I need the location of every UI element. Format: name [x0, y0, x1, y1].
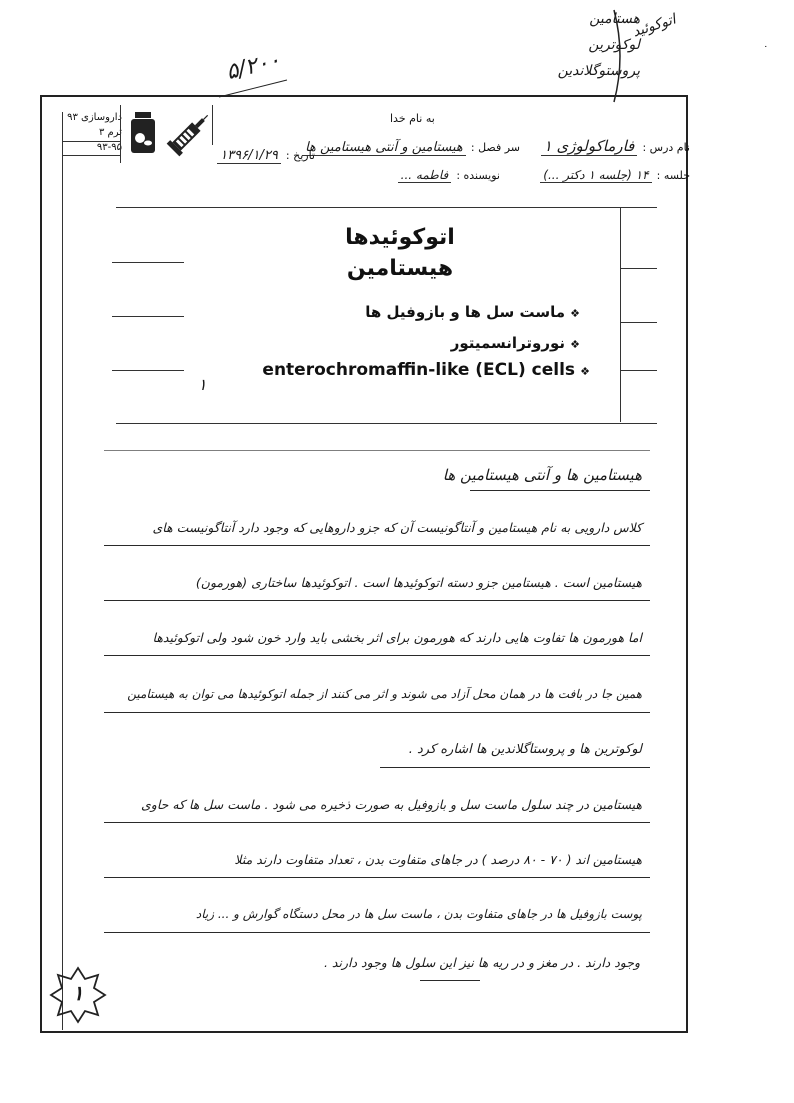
- chapter-row: [300, 136, 520, 155]
- bullet-symbol: ❖: [570, 307, 580, 320]
- bracket-mark: [610, 6, 630, 106]
- page-number: ۱: [72, 981, 84, 1005]
- top-note-autacoid: اتوکوئید: [630, 11, 678, 41]
- rule-5: [104, 712, 650, 713]
- header-divider-2: [62, 155, 120, 156]
- header-vert: [120, 105, 121, 163]
- date-label: تاریخ :: [285, 149, 315, 162]
- left-stub-2: [112, 316, 184, 317]
- note-line-3: هیستامین است . هیستامین جزو دسته اتوکوئیدها است . اتوکوئیدها ساختاری (هورمون): [195, 575, 642, 590]
- rule-9: [104, 932, 650, 933]
- slide-title-histamine: هیستامین: [346, 256, 454, 281]
- rule-1b: [104, 450, 650, 451]
- course-value: فارماکولوژی ۱: [541, 137, 638, 156]
- chapter-value: هیستامین و آنتی هیستامین ها: [302, 140, 466, 156]
- box-tick-1: [620, 268, 657, 269]
- bullet-symbol: ❖: [570, 338, 580, 351]
- bullet-symbol: ❖: [580, 365, 590, 378]
- left-stub-1: [112, 262, 184, 263]
- bullet-3: [240, 360, 590, 380]
- corner-dot: ˙: [763, 44, 769, 57]
- bullet-2: [300, 333, 580, 352]
- note-line-10: وجود دارند . در مغز و در ریه ها نیز این سلول ها وجود دارند .: [323, 955, 640, 970]
- note-line-4: اما هورمون ها تفاوت هایی دارند که هورمون برای اثر بخشی باید وارد خون شود ولی اتوکوئیدها: [152, 630, 642, 645]
- session-label: جلسه :: [656, 169, 690, 182]
- course-row: [520, 136, 690, 155]
- note-line-1: هیستامین ها و آنتی هیستامین ها: [442, 466, 642, 484]
- bullet-1: [300, 302, 580, 321]
- session-row: [500, 164, 690, 183]
- rule-3: [104, 600, 650, 601]
- bullet-3-text: enterochromaffin-like (ECL) cells: [262, 360, 576, 380]
- box-tick-3: [620, 370, 657, 371]
- date-row: [205, 144, 315, 163]
- note-line-5: همین جا در بافت ها در همان محل آزاد می شوند و اثر می کنند از جمله اتوکوئیدها می توان به هیستامین: [127, 687, 642, 701]
- writer-value: فاطمه ...: [398, 168, 452, 183]
- rule-7: [104, 822, 650, 823]
- top-note-leukotriene: لوکوترین: [588, 37, 640, 53]
- note-line-2: کلاس دارویی به نام هیستامین و آنتاگونیست آن که جزو داروهایی که وجود دارد آنتاگونیست های: [152, 520, 642, 535]
- year-label: ۹۳-۹۵: [96, 142, 122, 153]
- rule-10: [420, 980, 480, 981]
- note-line-7: هیستامین در چند سلول ماست سل و بازوفیل به صورت ذخیره می شود . ماست سل ها که حاوی: [141, 797, 642, 812]
- session-value: ۱۴ (جلسه ۱ دکتر ...): [540, 168, 651, 183]
- slide-content: [200, 225, 600, 281]
- rule-1: [470, 490, 650, 491]
- term-label: ترم ۳: [98, 127, 122, 138]
- rule-4: [104, 655, 650, 656]
- note-line-9: پوست بازوفیل ها در جاهای متفاوت بدن ، ماست سل ها در محل دستگاه گوارش و ... زیاد: [195, 907, 642, 921]
- rule-6: [380, 767, 650, 768]
- rule-8: [104, 877, 650, 878]
- slide-title-autacoids: اتوکوئیدها: [345, 225, 455, 250]
- note-line-8: هیستامین اند ( ۷۰ - ۸۰ درصد ) در جاهای متفاوت بدن ، تعداد متفاوت دارند مثلا: [234, 852, 642, 867]
- header-divider-1: [62, 141, 120, 142]
- left-stub-3: [112, 370, 184, 371]
- price-mark: ۵/۲۰۰: [223, 47, 283, 86]
- bullet-2-text: نوروترانسمیتور: [450, 334, 566, 352]
- rule-2: [104, 545, 650, 546]
- note-line-6: لوکوترین ها و پروستاگلاندین ها اشاره کرد .: [408, 742, 642, 757]
- slide-box-margin: [620, 207, 621, 422]
- box-tick-2: [620, 322, 657, 323]
- dept-info: [62, 110, 122, 155]
- bullet-1-text: ماست سل ها و بازوفیل ها: [365, 303, 566, 321]
- top-note-prostaglandin: پروستوگلاندین: [557, 63, 640, 79]
- writer-row: [330, 164, 500, 183]
- dept-label: داروسازی ۹۳: [67, 112, 122, 123]
- chapter-label: سر فصل :: [470, 141, 520, 154]
- writer-label: نویسنده :: [456, 169, 500, 182]
- header-vert-2: [212, 105, 213, 145]
- course-label: نام درس :: [642, 141, 690, 154]
- pill-bottle-icon: [127, 110, 159, 156]
- bismillah: به نام خدا: [390, 112, 435, 125]
- top-note-histamine: هستامین: [589, 11, 640, 27]
- slide-side-mark: ۱: [198, 375, 207, 394]
- date-value: ۱۳۹۶/۱/۲۹: [217, 148, 281, 164]
